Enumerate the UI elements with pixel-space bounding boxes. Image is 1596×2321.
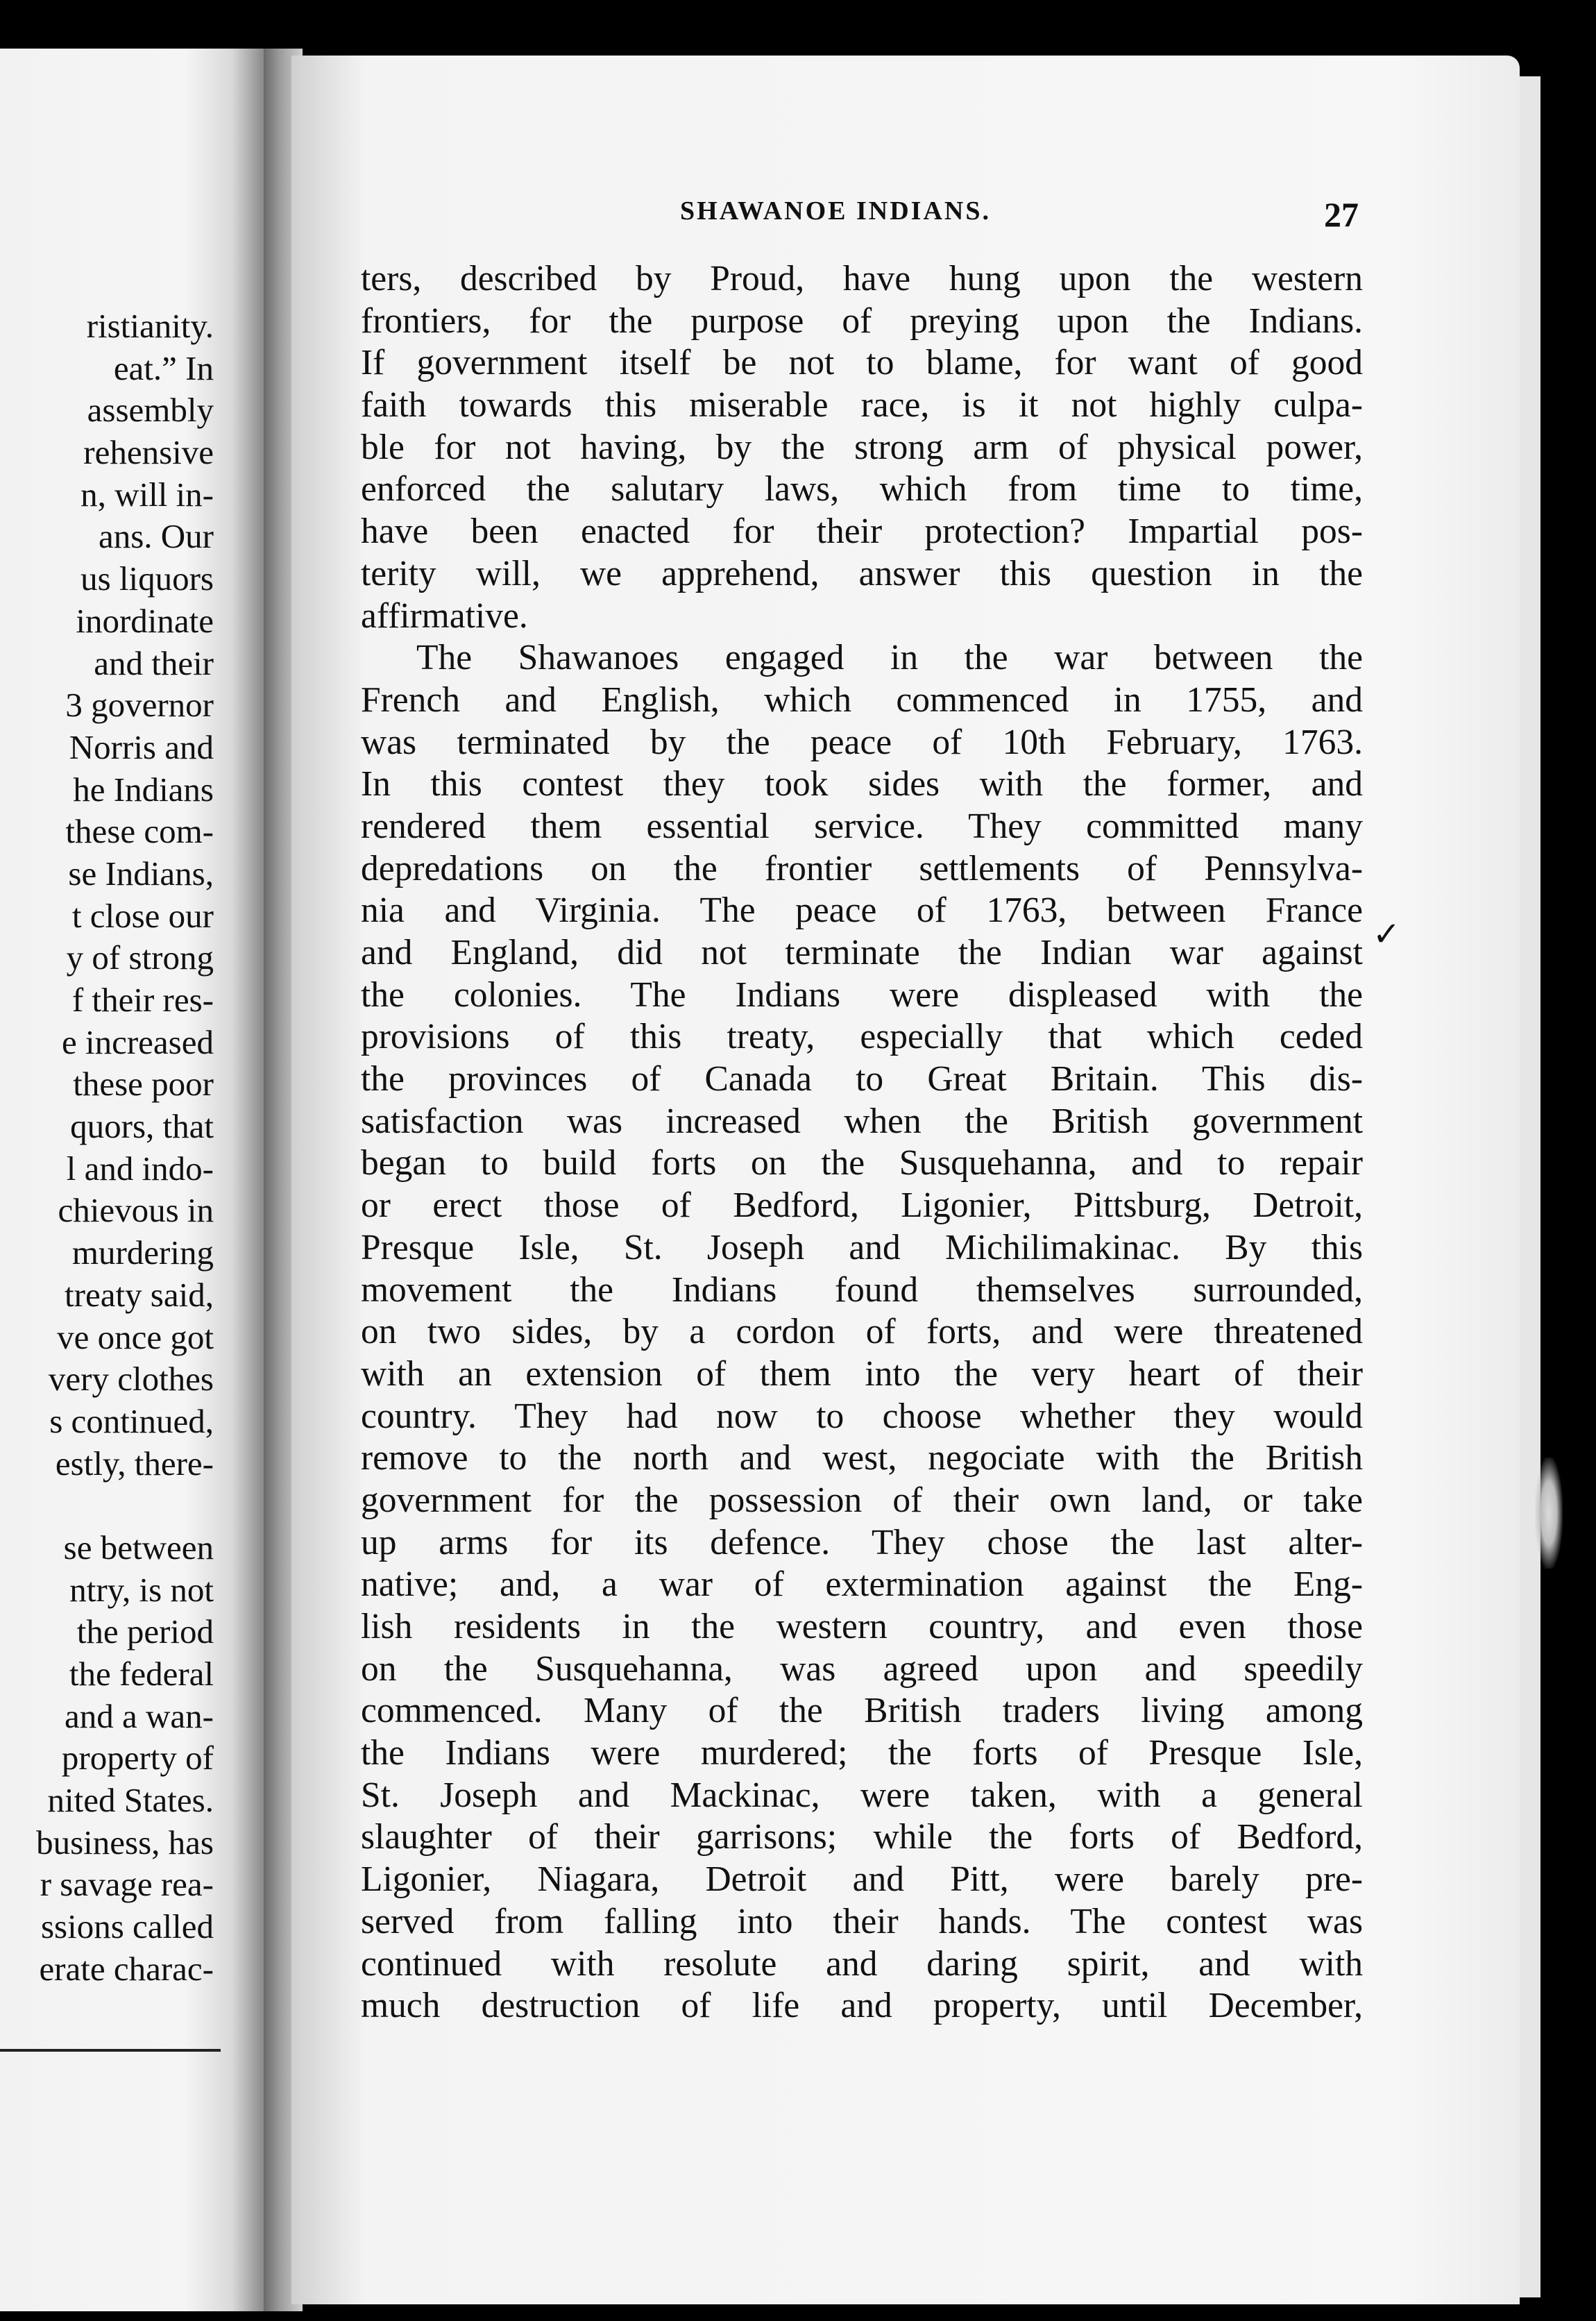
- left-line: rehensive: [83, 433, 214, 472]
- text-line: native; and, a war of extermination against the Eng-: [361, 1564, 1363, 1605]
- left-line: us liquors: [80, 559, 214, 598]
- text-line: St. Joseph and Mackinac, were taken, with a general: [361, 1775, 1363, 1815]
- left-line: murdering: [71, 1233, 214, 1272]
- text-line: commenced. Many of the British traders living among: [361, 1691, 1363, 1731]
- checkmark-icon: ✓: [1373, 916, 1401, 953]
- text-line: country. They had now to choose whether they would: [361, 1396, 1363, 1436]
- text-line: French and English, which commenced in 1755, and: [361, 680, 1363, 720]
- text-line: faith towards this miserable race, is it not highly culpa-: [361, 385, 1363, 425]
- left-line: r savage rea-: [40, 1865, 214, 1904]
- text-line: satisfaction was increased when the British government: [361, 1101, 1363, 1141]
- text-line: continued with resolute and daring spirit, and with: [361, 1943, 1363, 1984]
- text-line: ble for not having, by the strong arm of physical power,: [361, 427, 1363, 467]
- text-line: provisions of this treaty, especially that which ceded: [361, 1017, 1363, 1057]
- left-line: se between: [63, 1528, 214, 1567]
- paragraph-end-line: affirmative.: [361, 596, 528, 636]
- text-line: and England, did not terminate the Indian war against: [361, 933, 1363, 972]
- left-line: eat.” In: [113, 348, 214, 387]
- left-line: quors, that: [70, 1107, 214, 1146]
- text-line: with an extension of them into the very heart of their: [361, 1353, 1363, 1394]
- body-text: [361, 258, 1363, 2027]
- text-line: served from falling into their hands. The contest was: [361, 1901, 1363, 1941]
- paper-blemish: [1535, 1458, 1563, 1569]
- left-line: very clothes: [48, 1360, 214, 1399]
- left-line: ans. Our: [98, 517, 214, 556]
- running-head: SHAWANOE INDIANS.: [680, 196, 991, 226]
- text-line: up arms for its defence. They chose the last alter-: [361, 1522, 1363, 1562]
- left-line: ve once got: [57, 1317, 214, 1356]
- text-line: the Indians were murdered; the forts of Presque Isle,: [361, 1733, 1363, 1773]
- left-line: ssions called: [40, 1907, 214, 1946]
- text-line: nia and Virginia. The peace of 1763, between France: [361, 891, 1363, 931]
- left-line: ristianity.: [86, 307, 214, 345]
- text-line: on two sides, by a cordon of forts, and were threatened: [361, 1312, 1363, 1352]
- left-line: treaty said,: [65, 1275, 214, 1314]
- left-page-text: [0, 305, 214, 1991]
- left-line: chievous in: [58, 1191, 214, 1230]
- text-line: movement the Indians found themselves surrounded,: [361, 1269, 1363, 1310]
- left-line: e increased: [62, 1022, 214, 1061]
- left-line: these poor: [73, 1065, 214, 1104]
- left-line: ntry, is not: [69, 1570, 214, 1609]
- left-line: l and indo-: [66, 1149, 214, 1188]
- text-line: depredations on the frontier settlements of Pennsylva-: [361, 848, 1363, 888]
- left-line: the federal: [69, 1655, 214, 1693]
- text-line: remove to the north and west, negociate with the British: [361, 1438, 1363, 1478]
- text-line: government for the possession of their own land, or take: [361, 1480, 1363, 1520]
- left-line: f their res-: [71, 981, 214, 1019]
- left-line: y of strong: [66, 938, 214, 977]
- text-line: or erect those of Bedford, Ligonier, Pittsburg, Detroit,: [361, 1185, 1363, 1226]
- page-number: 27: [1324, 195, 1359, 234]
- left-line: he Indians: [73, 770, 214, 809]
- left-line: and their: [94, 643, 214, 682]
- text-line: In this contest they took sides with the former, and: [361, 764, 1363, 804]
- text-line: the colonies. The Indians were displeased with the: [361, 974, 1363, 1015]
- text-line: terity will, we apprehend, answer this question in the: [361, 553, 1363, 593]
- text-line: Ligonier, Niagara, Detroit and Pitt, were barely pre-: [361, 1859, 1363, 1900]
- text-line: enforced the salutary laws, which from time to time,: [361, 469, 1363, 509]
- text-line: began to build forts on the Susquehanna, and to repair: [361, 1143, 1363, 1183]
- text-line: the provinces of Canada to Great Britain. This dis-: [361, 1059, 1363, 1099]
- left-line: business, has: [36, 1823, 214, 1862]
- left-line: erate charac-: [39, 1949, 214, 1988]
- left-line: estly, there-: [55, 1444, 214, 1483]
- text-line: much destruction of life and property, until December,: [361, 1986, 1363, 2026]
- left-line: and a wan-: [65, 1696, 214, 1735]
- left-line: t close our: [71, 896, 214, 935]
- footnote-rule: [0, 2049, 221, 2052]
- text-line: rendered them essential service. They committed many: [361, 806, 1363, 846]
- left-line: property of: [61, 1739, 214, 1778]
- text-line: If government itself be not to blame, for want of good: [361, 343, 1363, 383]
- left-line: nited States.: [47, 1781, 214, 1820]
- left-line: assembly: [87, 391, 214, 430]
- left-line: the period: [76, 1612, 214, 1651]
- text-line: lish residents in the western country, and even those: [361, 1607, 1363, 1646]
- text-line: have been enacted for their protection? Impartial pos-: [361, 512, 1363, 552]
- left-line: 3 governor: [65, 686, 214, 725]
- text-line: was terminated by the peace of 10th February, 1763.: [361, 722, 1363, 762]
- left-line: Norris and: [69, 727, 214, 766]
- paragraph-start-line: The Shawanoes engaged in the war between the: [416, 638, 1363, 678]
- text-line: on the Susquehanna, was agreed upon and speedily: [361, 1648, 1363, 1689]
- left-line: n, will in-: [80, 475, 214, 514]
- left-line: inordinate: [76, 601, 214, 640]
- text-line: slaughter of their garrisons; while the forts of Bedford,: [361, 1817, 1363, 1857]
- left-line-gap: [0, 1485, 214, 1527]
- left-line: these com-: [65, 812, 214, 851]
- text-line: Presque Isle, St. Joseph and Michilimakinac. By this: [361, 1227, 1363, 1267]
- page-edge: [1520, 76, 1540, 2297]
- left-line: s continued,: [49, 1401, 214, 1440]
- text-line: frontiers, for the purpose of preying upon the Indians.: [361, 301, 1363, 341]
- left-page: [0, 49, 264, 2311]
- left-line: se Indians,: [68, 854, 214, 893]
- text-line: ters, described by Proud, have hung upon the western: [361, 259, 1363, 298]
